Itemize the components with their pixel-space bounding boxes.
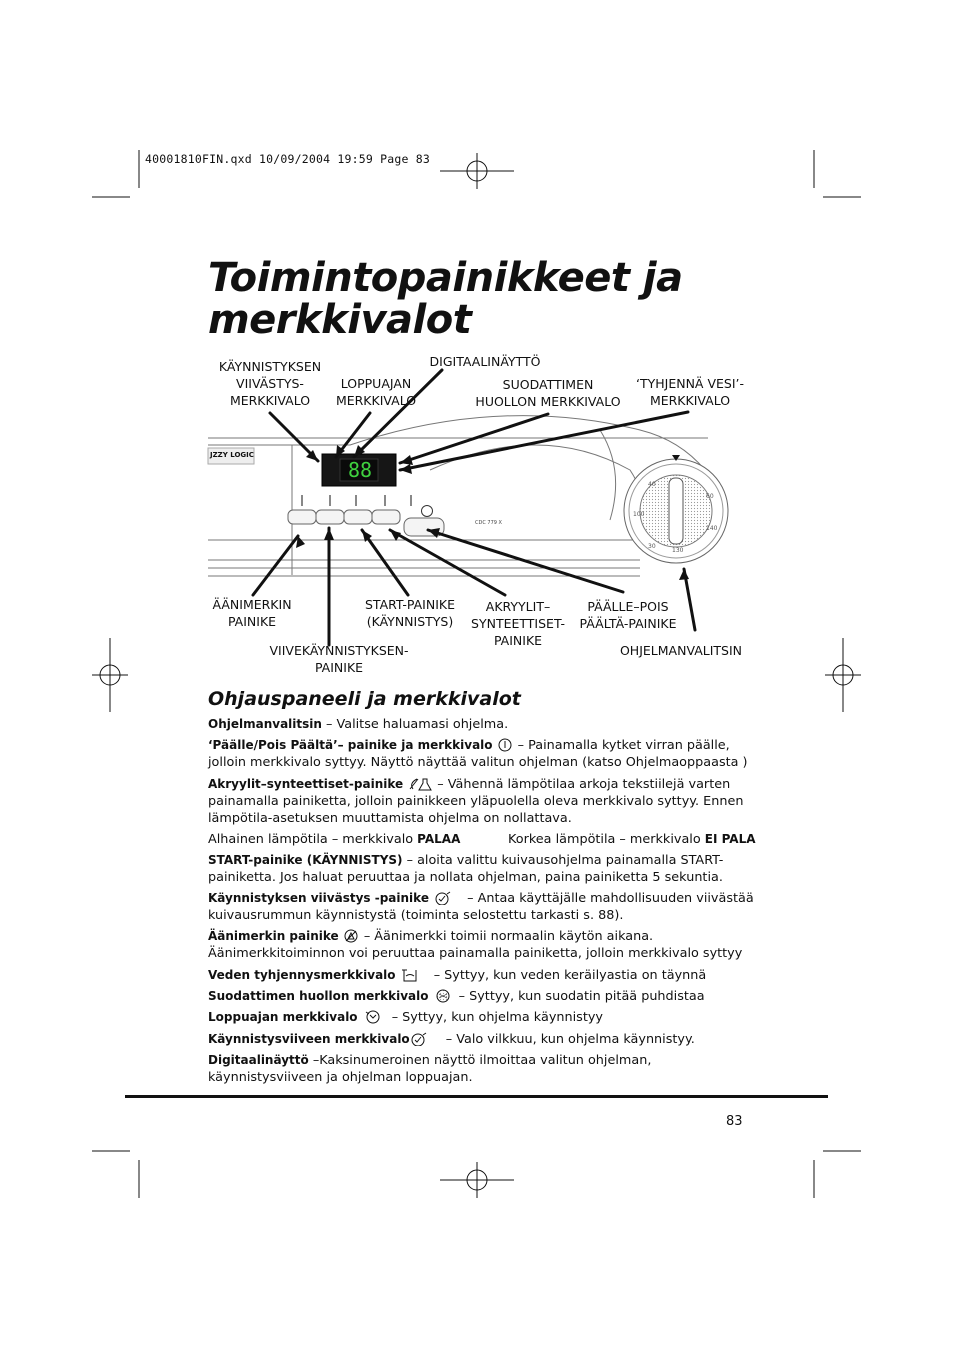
svg-text:100: 100 [633, 511, 645, 518]
label-buzzer-button: ÄÄNIMERKIN PAINIKE [212, 597, 292, 629]
item-temperature: Alhainen lämpötila – merkkivalo PALAA Korkea lämpötila – merkkivalo EI PALA [208, 832, 756, 847]
water-tank-icon [400, 968, 430, 982]
label-start-button: START-PAINIKE (KÄYNNISTYS) [364, 597, 456, 629]
item-delay-button: Käynnistyksen viivästys -painike – Antaa käyttäjälle mahdollisuuden viivästää kuivausrummun käynnistystä (toiminta selostettu tarkasti s. 88). [208, 891, 754, 923]
svg-text:140: 140 [706, 525, 718, 532]
label-end-light: LOPPUAJAN MERKKIVALO [335, 376, 417, 408]
brand-plate-text: JZZY LOGIC [210, 451, 254, 459]
file-slug: 40001810FIN.qxd 10/09/2004 19:59 Page 83 [145, 152, 430, 166]
item-filter: Suodattimen huollon merkkivalo – Syttyy, kun suodatin pitää puhdistaa [208, 989, 705, 1004]
label-power-button: PÄÄLLE–POIS PÄÄLTÄ-PAINIKE [579, 599, 677, 631]
svg-text:130: 130 [672, 547, 684, 554]
page-number: 83 [726, 1114, 743, 1129]
item-power: ‘Päälle/Pois Päältä’– painike ja merkkivalo – Painamalla kytket virran päälle, jolloin merkkivalo syttyy. Näyttö näyttää valitun ohjelman (katso Ohjelmaoppaasta ) [208, 738, 748, 770]
svg-text:40: 40 [648, 481, 656, 488]
svg-text:30: 30 [648, 543, 656, 550]
label-digital-display: DIGITAALINÄYTTÖ [429, 354, 541, 369]
item-water-tank: Veden tyhjennysmerkkivalo – Syttyy, kun veden keräilyastia on täynnä [208, 968, 707, 983]
label-delay-button: VIIVEKÄYNNISTYKSEN- PAINIKE [269, 643, 409, 675]
filter-icon [433, 989, 455, 1003]
label-programme-dial: OHJELMANVALITSIN [619, 643, 743, 658]
power-icon [421, 505, 433, 517]
digital-display: 88 [347, 458, 373, 482]
end-time-icon [362, 1010, 388, 1024]
acrylic-synthetic-icon [407, 777, 433, 791]
label-empty-water: ‘TYHJENNÄ VESI’- MERKKIVALO [635, 376, 744, 408]
buzzer-icon [343, 929, 360, 943]
item-delay-light: Käynnistysviiveen merkkivalo – Valo vilkkuu, kun ohjelma käynnistyy. [208, 1032, 695, 1047]
delay-clock-icon [433, 891, 463, 905]
model-text: CDC 779 X [475, 520, 502, 526]
item-dial: Ohjelmanvalitsin – Valitse haluamasi ohjelma. [208, 717, 509, 732]
delay-clock-icon [410, 1032, 442, 1046]
item-end-time: Loppuajan merkkivalo – Syttyy, kun ohjelma käynnistyy [208, 1010, 604, 1025]
label-acrylic-button: AKRYYLIT– SYNTEETTISET- PAINIKE [471, 599, 565, 648]
svg-text:60: 60 [706, 493, 714, 500]
power-icon [497, 738, 514, 752]
title-line-2: merkkivalot [208, 297, 472, 343]
label-delay-light: KÄYNNISTYKSEN VIIVÄSTYS- MERKKIVALO [218, 359, 322, 408]
item-buzzer: Äänimerkin painike – Äänimerkki toimii normaalin käytön aikana. Äänimerkkitoiminnon voi peruuttaa painamalla painiketta, jolloin merkkivalo syttyy [208, 929, 743, 961]
section-heading: Ohjauspaneeli ja merkkivalot [208, 688, 521, 710]
title-line-1: Toimintopainikkeet ja [208, 255, 683, 301]
footer-rule [125, 1095, 828, 1098]
item-display: Digitaalinäyttö –Kaksinumeroinen näyttö ilmoittaa valitun ohjelman, käynnistysviiveen ja ohjelman loppuajan. [208, 1053, 652, 1085]
item-acrylic: Akryylit–synteettiset-painike – Vähennä lämpötilaa arkoja tekstiilejä varten painamalla painiketta, jolloin painikkeen yläpuolella oleva merkkivalo syttyy. Ennen lämpötila-asetuksen muuttamista ohjelma on nollattava. [208, 777, 744, 826]
label-filter-light: SUODATTIMEN HUOLLON MERKKIVALO [475, 377, 621, 409]
item-start: START-painike (KÄYNNISTYS) – aloita valittu kuivausohjelma painamalla START-painiketta. Jos haluat peruuttaa ja nollata ohjelman, paina painiketta 5 sekuntia. [208, 853, 724, 885]
